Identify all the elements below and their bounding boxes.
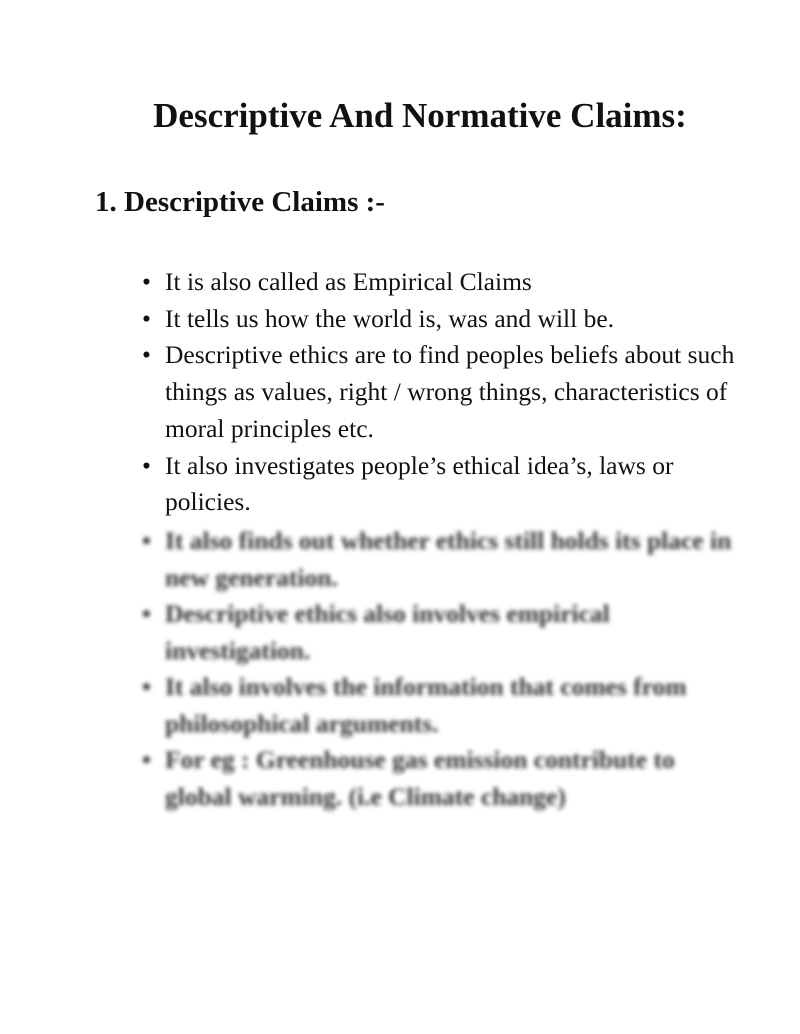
document-title: Descriptive And Normative Claims: [153,96,687,135]
bullet-item: • It also investigates people’s ethical idea’s, laws or policies. [140,448,740,521]
bullet-item: • Descriptive ethics are to find peoples beliefs about such things as values, right / wrong things, characteristics of moral principles etc. [140,337,740,447]
blurred-bullet-item: • Descriptive ethics also involves empirical investigation. [140,596,740,669]
bullet-item: • It tells us how the world is, was and will be. [140,301,740,338]
blurred-bullet-item: • It also involves the information that comes from philosophical arguments. [140,669,740,742]
section-heading: 1. Descriptive Claims :- [95,186,385,218]
bullet-list [140,264,740,521]
blurred-bullet-item: • For eg : Greenhouse gas emission contribute to global warming. (i.e Climate change) [140,742,740,815]
bullet-item: • It is also called as Empirical Claims [140,264,740,301]
blurred-bullet-list [140,523,740,815]
blurred-bullet-item: • It also finds out whether ethics still holds its place in new generation. [140,523,740,596]
